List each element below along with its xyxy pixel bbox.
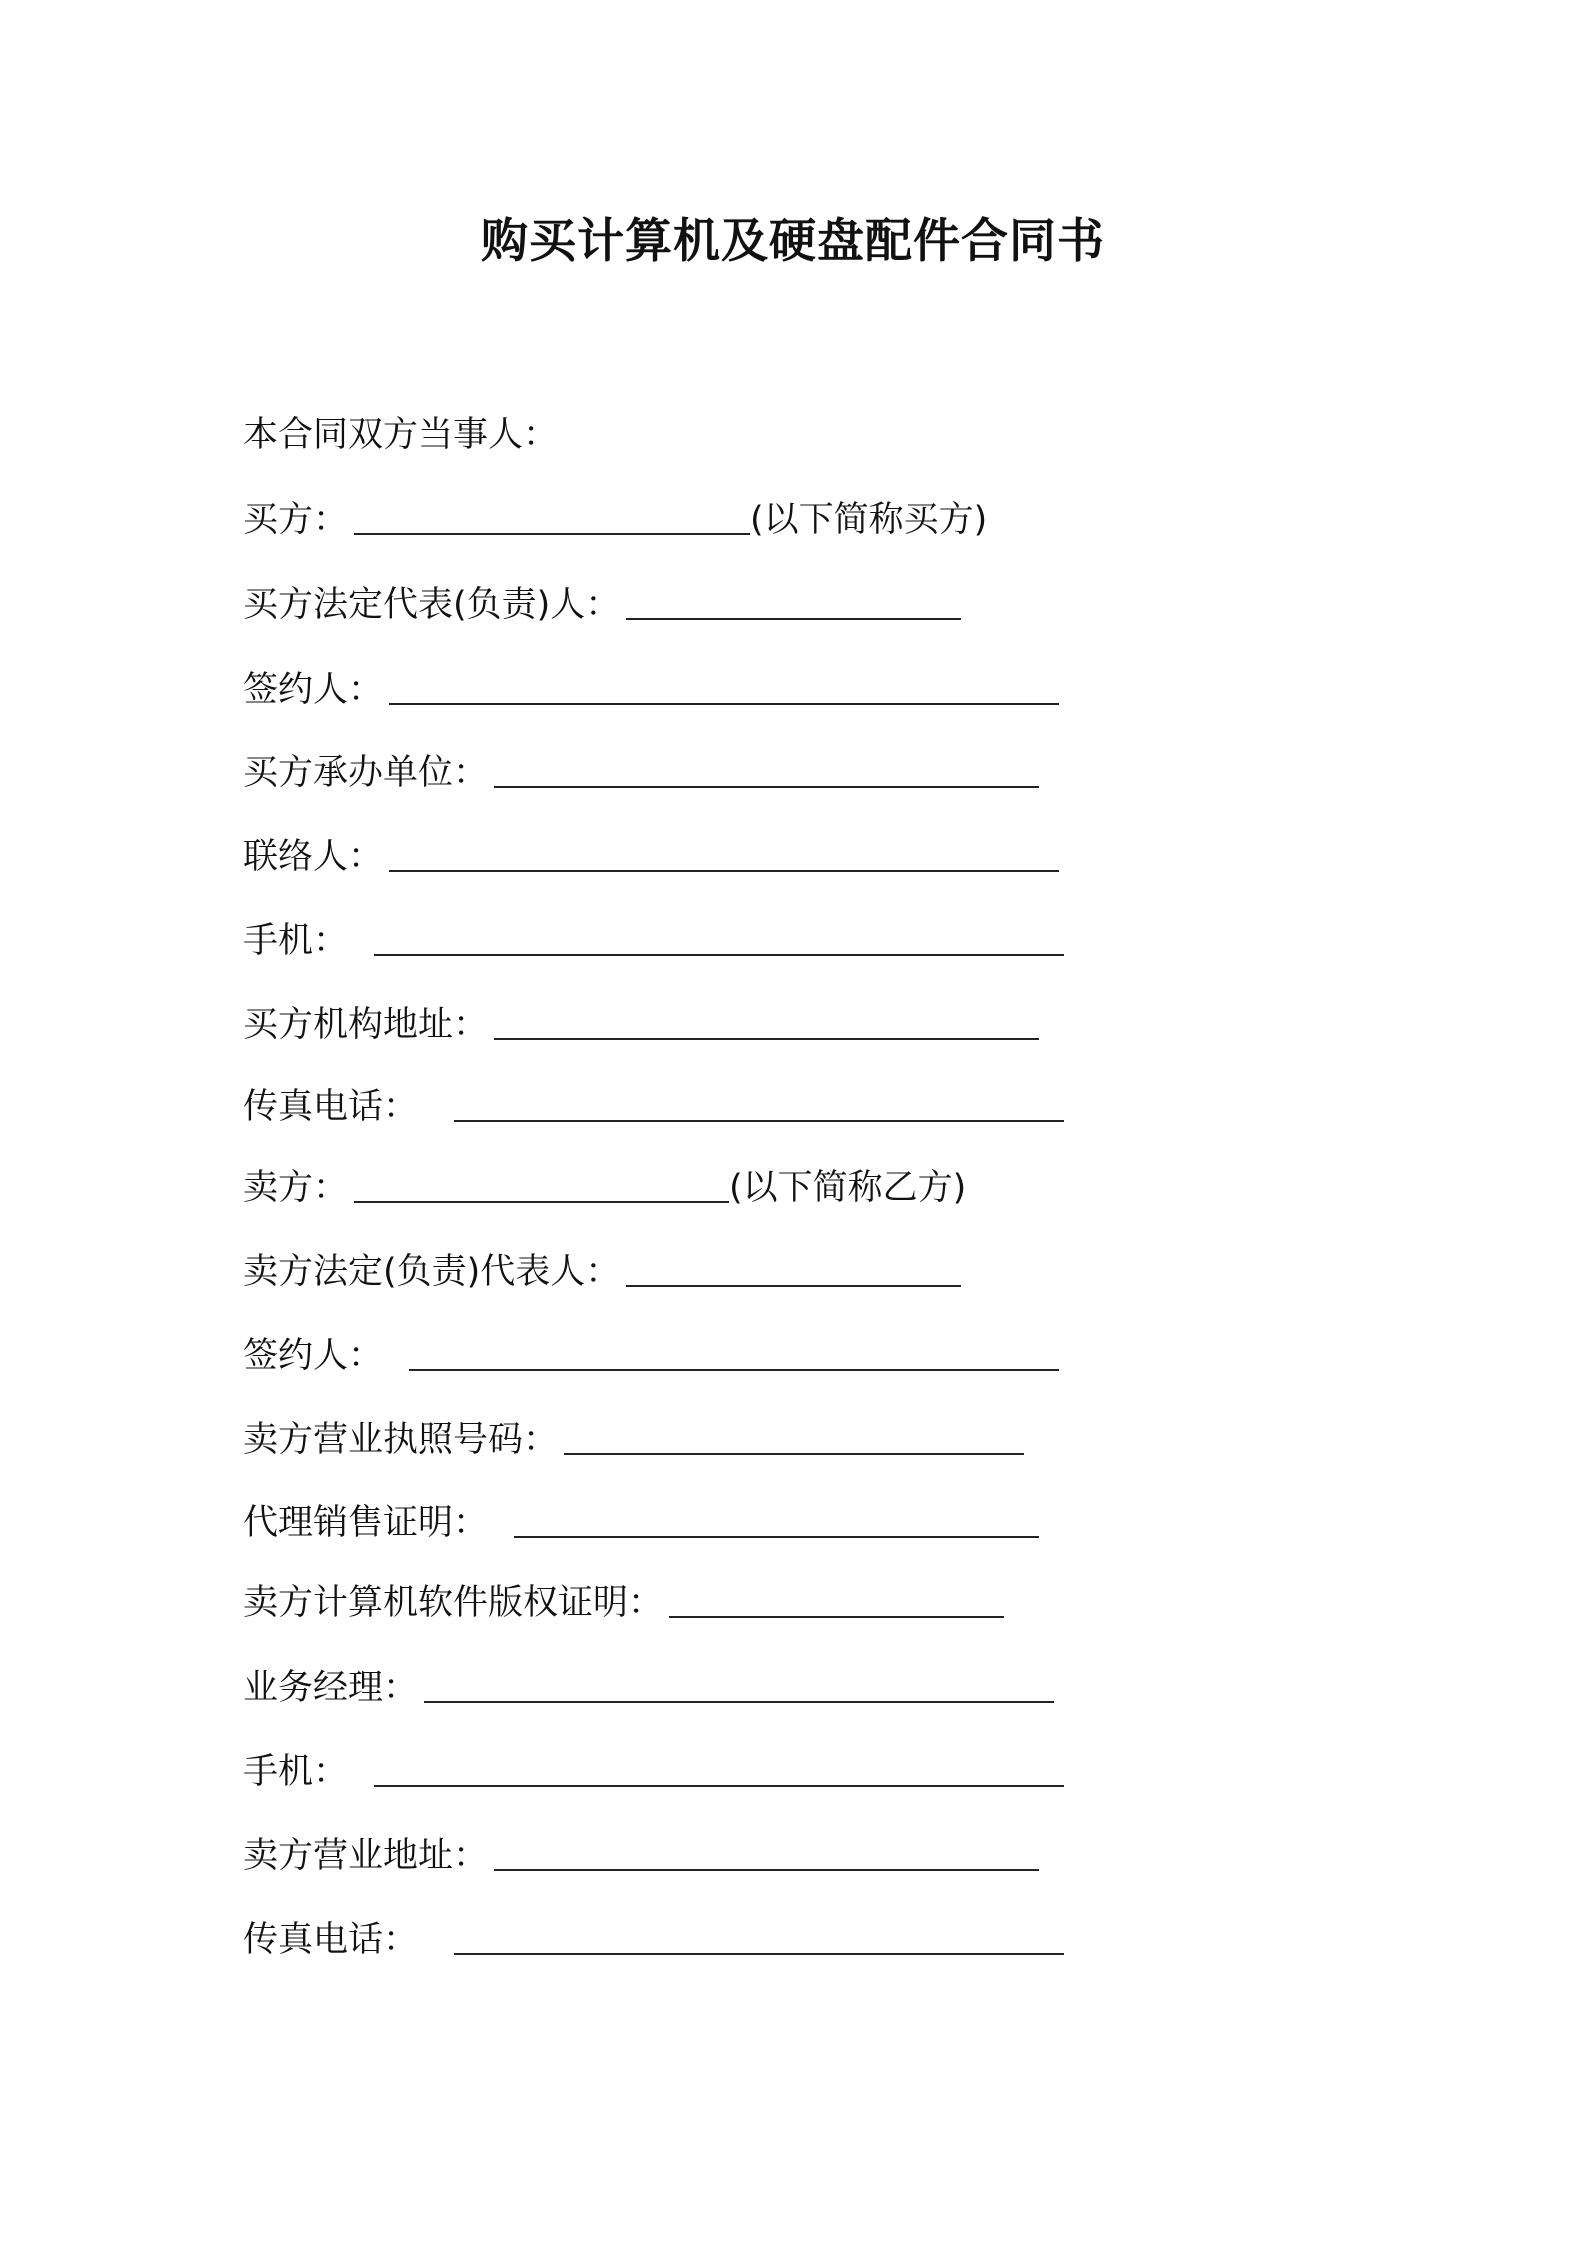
field-label: 业务经理： [243, 1668, 419, 1708]
seller-blank[interactable] [354, 1167, 729, 1203]
buyer-blank[interactable] [354, 499, 750, 535]
seller-fax-blank[interactable] [454, 1919, 1064, 1955]
field-label: 联络人： [243, 837, 384, 877]
buyer-undertaking-unit-blank[interactable] [494, 752, 1039, 788]
field-label: 卖方法定(负责)代表人： [243, 1252, 621, 1292]
field-label: 传真电话： [243, 1920, 419, 1960]
seller-address-blank[interactable] [494, 1835, 1039, 1871]
seller-field [243, 1163, 966, 1213]
parties-intro: 本合同双方当事人： [243, 415, 559, 455]
seller-mobile-blank[interactable] [374, 1751, 1064, 1787]
buyer-legal-representative-blank[interactable] [626, 584, 961, 620]
field-label: 买方承办单位： [243, 753, 489, 793]
field-label: 代理销售证明： [243, 1503, 489, 1543]
field-label: 传真电话： [243, 1087, 419, 1127]
buyer-fax-field [243, 1082, 1064, 1132]
field-label: 卖方： [243, 1168, 349, 1208]
field-suffix: (以下简称乙方) [729, 1168, 967, 1208]
seller-software-copyright-field [243, 1578, 1004, 1628]
field-label: 手机： [243, 1752, 349, 1792]
buyer-undertaking-unit-field [243, 748, 1039, 798]
field-label: 买方机构地址： [243, 1005, 489, 1045]
seller-fax-field [243, 1915, 1064, 1965]
buyer-address-blank[interactable] [494, 1004, 1039, 1040]
seller-business-license-field [243, 1415, 1024, 1465]
field-label: 卖方营业地址： [243, 1836, 489, 1876]
buyer-contact-field [243, 832, 1059, 882]
field-label: 签约人： [243, 1336, 384, 1376]
field-label: 手机： [243, 921, 349, 961]
seller-mobile-field [243, 1747, 1064, 1797]
field-label: 签约人： [243, 670, 384, 710]
field-suffix: (以下简称买方) [750, 500, 988, 540]
buyer-signatory-blank[interactable] [389, 669, 1059, 705]
seller-business-manager-blank[interactable] [424, 1667, 1054, 1703]
buyer-mobile-field [243, 916, 1064, 966]
seller-software-copyright-blank[interactable] [669, 1582, 1004, 1618]
buyer-contact-blank[interactable] [389, 836, 1059, 872]
buyer-legal-representative-field [243, 580, 961, 630]
agency-sales-certificate-blank[interactable] [514, 1502, 1039, 1538]
seller-business-manager-field [243, 1663, 1054, 1713]
buyer-field [243, 495, 987, 545]
seller-legal-representative-blank[interactable] [626, 1251, 961, 1287]
field-label: 买方法定代表(负责)人： [243, 585, 621, 625]
document-title: 购买计算机及硬盘配件合同书 [481, 214, 1105, 269]
seller-signatory-blank[interactable] [409, 1335, 1059, 1371]
buyer-mobile-blank[interactable] [374, 920, 1064, 956]
buyer-signatory-field [243, 665, 1059, 715]
seller-signatory-field [243, 1331, 1059, 1381]
field-label: 买方： [243, 500, 349, 540]
field-label: 卖方营业执照号码： [243, 1420, 559, 1460]
buyer-fax-blank[interactable] [454, 1086, 1064, 1122]
field-label: 卖方计算机软件版权证明： [243, 1583, 664, 1623]
seller-business-license-blank[interactable] [564, 1419, 1024, 1455]
agency-sales-certificate-field [243, 1498, 1039, 1548]
seller-legal-representative-field [243, 1247, 961, 1297]
seller-address-field [243, 1831, 1039, 1881]
buyer-address-field [243, 1000, 1039, 1050]
